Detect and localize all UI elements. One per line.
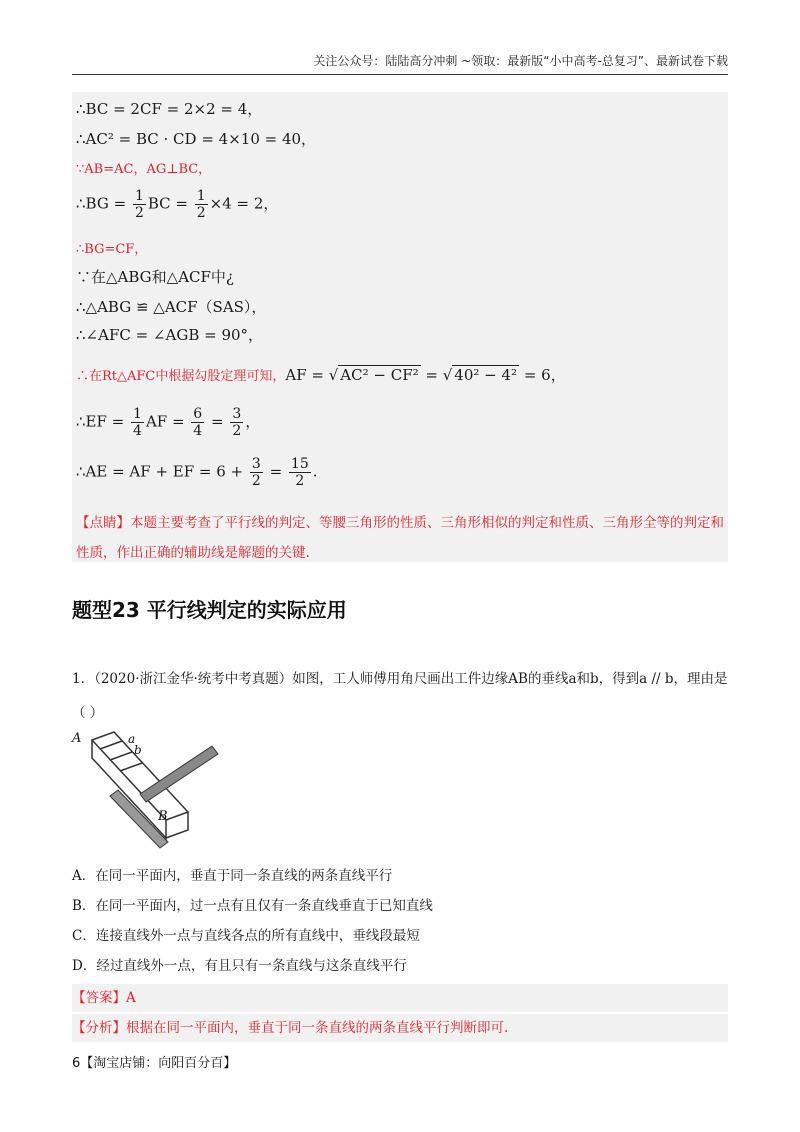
option-d[interactable]: D．经过直线外一点，有且只有一条直线与这条直线平行 — [72, 958, 407, 974]
option-a[interactable]: A．在同一平面内，垂直于同一条直线的两条直线平行 — [72, 868, 393, 884]
step-4: ∴BG = $\frac{1}{2}$ BC = $\frac{1}{2}$ ×4 = 2， — [76, 188, 279, 221]
label-A: A — [72, 731, 82, 746]
answer-box: 【答案】A — [72, 984, 728, 1012]
step-1: ∴BC = 2CF = 2×2 = 4， — [76, 100, 263, 118]
step-9: ∴在Rt△AFC中根据勾股定理可知，AF = √ AC² − CF² = √ 40² − 4² = 6， — [76, 366, 566, 384]
step-10: ∴EF = $\frac{1}{4}$ AF = $\frac{6}{4}$ = $\frac{3}{2}$ ， — [76, 406, 261, 439]
step-5: ∴BG=CF， — [76, 242, 148, 257]
step-7: ∴△ABG ≌ △ACF（SAS）， — [76, 298, 267, 316]
step-6: ∵在△ABG和△ACF中¿ — [76, 268, 234, 286]
fraction-half: $\frac{1}{2}$ — [134, 188, 144, 221]
fraction-six-fourths: $\frac{6}{4}$ — [193, 406, 203, 439]
section-title: 题型23 平行线判定的实际应用 — [72, 598, 347, 622]
step-2: ∴AC² = BC · CD = 4×10 = 40， — [76, 130, 317, 148]
solution-block — [72, 92, 728, 562]
page-footer: 6【淘宝店铺：向阳百分百】 — [72, 1056, 237, 1071]
option-c[interactable]: C．连接直线外一点与直线各点的所有直线中，垂线段最短 — [72, 928, 420, 944]
step-3: ∵AB=AC，AG⊥BC， — [76, 162, 212, 177]
fraction-three-halves: $\frac{3}{2}$ — [232, 406, 242, 439]
fraction-quarter: $\frac{1}{4}$ — [133, 406, 142, 439]
page-header: 关注公众号：陆陆高分冲刺 ~领取：最新版“小中高考-总复习”、最新试卷下载 — [72, 52, 728, 75]
step-11: ∴AE = AF + EF = 6 + $\frac{3}{2}$ = $\frac{15}{2}$ . — [76, 456, 318, 489]
fraction-half-2: $\frac{1}{2}$ — [196, 188, 206, 221]
label-a: a — [128, 732, 136, 746]
label-B: B — [158, 809, 168, 824]
option-b[interactable]: B．在同一平面内，过一点有且仅有一条直线垂直于已知直线 — [72, 898, 433, 914]
key-point-note: 【点睛】本题主要考查了平行线的判定、等腰三角形的性质、三角形相似的判定和性质、三角形全等的判定和性质，作出正确的辅助线是解题的关键. — [76, 515, 724, 561]
analysis-box: 【分析】根据在同一平面内，垂直于同一条直线的两条直线平行判断即可. — [72, 1014, 728, 1042]
fraction-fifteen-halves: $\frac{15}{2}$ — [290, 456, 309, 489]
label-b: b — [134, 743, 142, 757]
workpiece-figure — [70, 728, 230, 852]
fraction-three-halves-2: $\frac{3}{2}$ — [251, 456, 261, 489]
step-8: ∴∠AFC = ∠AGB = 90°， — [76, 326, 264, 344]
question-stem: 1．（2020·浙江金华·统考中考真题）如图，工人师傅用角尺画出工件边缘AB的垂线a和b，得到a // b，理由是（ ） — [72, 671, 728, 721]
